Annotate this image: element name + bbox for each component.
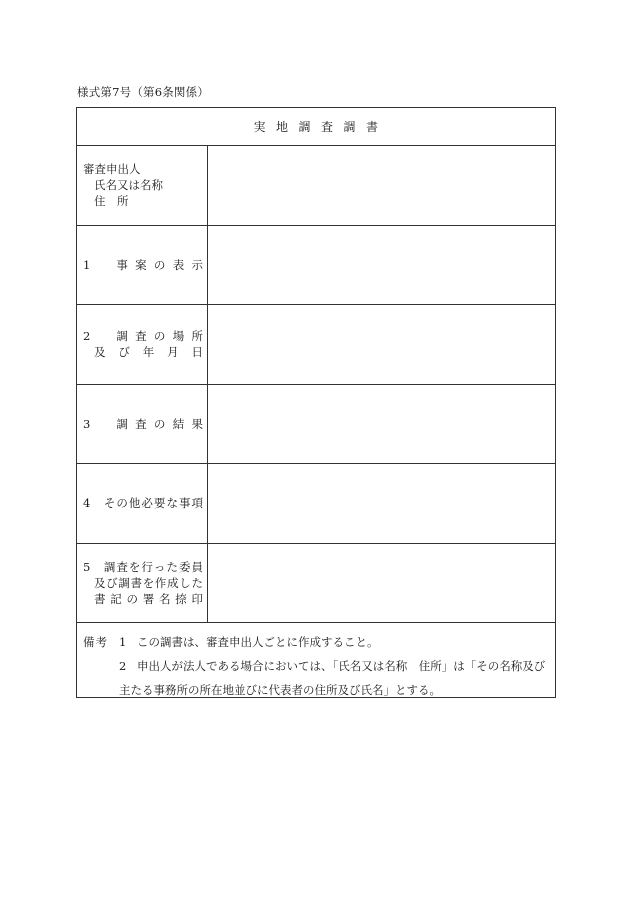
other-matters-label: 4 その他必要な事項 bbox=[83, 496, 203, 511]
row-other-matters bbox=[77, 464, 555, 544]
signatures-label-line-3: 書記の署名捺印 bbox=[94, 591, 203, 606]
remark-item-2 bbox=[83, 654, 549, 678]
row-place-and-date-value[interactable] bbox=[208, 305, 555, 384]
remarks-section bbox=[77, 623, 555, 699]
row-signatures-value[interactable] bbox=[208, 544, 555, 623]
applicant-label-line: 審査申出人 bbox=[83, 162, 141, 176]
investigation-record-form bbox=[76, 107, 556, 698]
row-other-matters-value[interactable] bbox=[208, 464, 555, 543]
remark-number: 1 bbox=[119, 635, 127, 649]
remark-text: この調書は、審査申出人ごとに作成すること。 bbox=[137, 635, 379, 649]
row-case-description-value[interactable] bbox=[208, 226, 555, 305]
date-label: 及び年月日 bbox=[94, 345, 203, 360]
applicant-address-label: 住 所 bbox=[94, 194, 129, 208]
row-result bbox=[77, 385, 555, 465]
row-applicant-label bbox=[77, 146, 208, 225]
remark-item-1 bbox=[83, 630, 549, 654]
form-number-label: 様式第7号（第6条関係） bbox=[77, 85, 210, 99]
row-applicant-value[interactable] bbox=[208, 146, 555, 225]
row-result-label bbox=[77, 385, 208, 464]
case-description-label: 1 事案の表示 bbox=[83, 257, 203, 272]
remark-number: 2 bbox=[119, 659, 127, 673]
form-title-row bbox=[77, 108, 555, 146]
result-label: 3 調査の結果 bbox=[83, 416, 203, 431]
row-place-and-date bbox=[77, 305, 555, 385]
row-case-description-label bbox=[77, 226, 208, 305]
row-signatures bbox=[77, 544, 555, 624]
remark-text: 申出人が法人である場合においては、「氏名又は名称 住所」は「その名称及び bbox=[137, 659, 546, 673]
row-place-and-date-label bbox=[77, 305, 208, 384]
row-other-matters-label bbox=[77, 464, 208, 543]
remark-item-2-continuation: 主たる事務所の所在地並びに代表者の住所及び氏名」とする。 bbox=[119, 683, 441, 697]
signatures-label-line-1: 5 調査を行った委員 bbox=[83, 559, 203, 574]
row-result-value[interactable] bbox=[208, 385, 555, 464]
place-label: 2 調査の場所 bbox=[83, 329, 203, 344]
signatures-label-line-2: 及び調書を作成した bbox=[94, 575, 203, 590]
row-case-description bbox=[77, 226, 555, 306]
row-signatures-label bbox=[77, 544, 208, 623]
form-title: 実地調査調書 bbox=[253, 120, 389, 134]
remarks-heading: 備考 bbox=[83, 635, 108, 649]
row-applicant bbox=[77, 146, 555, 226]
applicant-name-label: 氏名又は名称 bbox=[94, 178, 163, 192]
